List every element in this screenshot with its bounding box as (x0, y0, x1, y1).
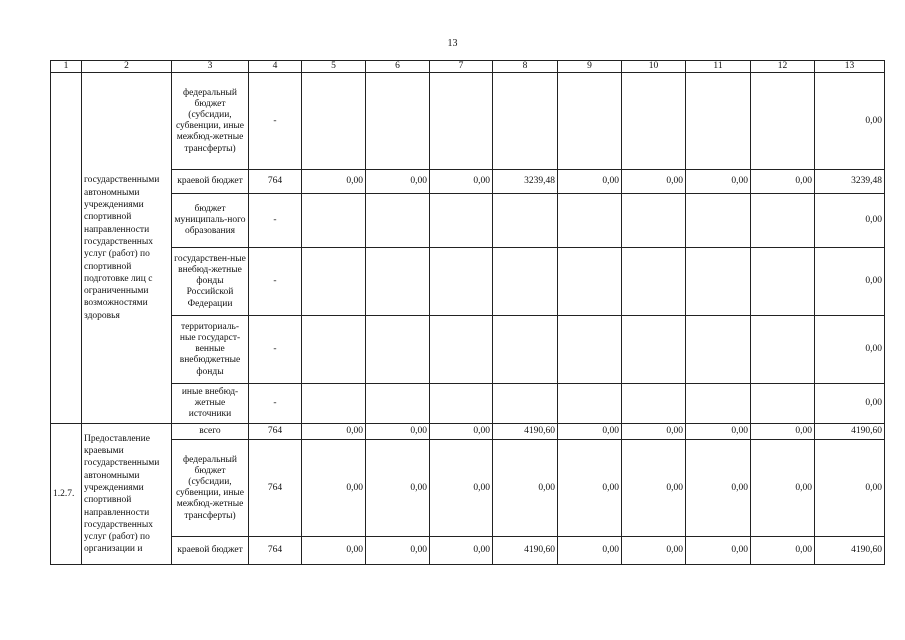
value-cell (302, 316, 366, 384)
value-cell: 0,00 (751, 537, 815, 565)
total-cell: 0,00 (815, 316, 885, 384)
funding-source: федеральный бюджет (субсидии, субвенции, иные межбюд-жетные трансферты) (172, 73, 249, 170)
value-cell (751, 384, 815, 424)
value-cell: 0,00 (366, 440, 430, 537)
value-cell (751, 73, 815, 170)
budget-table (50, 60, 885, 565)
value-cell: 0,00 (558, 170, 622, 194)
value-cell (302, 194, 366, 248)
value-cell (622, 194, 686, 248)
value-cell: 0,00 (558, 440, 622, 537)
header-cell: 9 (558, 61, 622, 73)
total-cell: 4190,60 (815, 424, 885, 440)
value-cell: 0,00 (622, 440, 686, 537)
table-row (51, 424, 885, 440)
value-cell: 0,00 (751, 440, 815, 537)
row-number: 1.2.7. (51, 424, 82, 565)
header-cell: 4 (249, 61, 302, 73)
value-cell (430, 384, 493, 424)
header-cell: 10 (622, 61, 686, 73)
table-row (51, 384, 885, 424)
value-cell (302, 384, 366, 424)
measure-description: государственными автономными учреждениями спортивной направленности государственных услуг (работ) по спортивной подготовке лиц с ограниченными возможностями здоровья (82, 73, 172, 424)
value-cell (430, 248, 493, 316)
value-cell: 0,00 (493, 440, 558, 537)
value-cell (493, 384, 558, 424)
value-cell: 4190,60 (493, 537, 558, 565)
value-cell (430, 194, 493, 248)
table-row (51, 316, 885, 384)
value-cell (751, 316, 815, 384)
funding-source: государствен-ные внебюд-жетные фонды Российской Федерации (172, 248, 249, 316)
value-cell: 3239,48 (493, 170, 558, 194)
value-cell: 0,00 (686, 170, 751, 194)
value-cell: 0,00 (366, 537, 430, 565)
total-cell: 0,00 (815, 440, 885, 537)
header-cell: 5 (302, 61, 366, 73)
value-cell: 4190,60 (493, 424, 558, 440)
table-row (51, 194, 885, 248)
value-cell (751, 248, 815, 316)
value-cell (686, 73, 751, 170)
code-cell: 764 (249, 440, 302, 537)
value-cell (622, 316, 686, 384)
funding-source: федеральный бюджет (субсидии, субвенции, иные межбюд-жетные трансферты) (172, 440, 249, 537)
value-cell (493, 194, 558, 248)
table-row (51, 170, 885, 194)
page-number: 13 (447, 38, 458, 49)
value-cell: 0,00 (430, 537, 493, 565)
value-cell: 0,00 (686, 537, 751, 565)
value-cell (366, 248, 430, 316)
value-cell (493, 248, 558, 316)
value-cell: 0,00 (558, 424, 622, 440)
value-cell: 0,00 (366, 424, 430, 440)
value-cell (430, 73, 493, 170)
value-cell (622, 384, 686, 424)
code-cell: - (249, 384, 302, 424)
value-cell (430, 316, 493, 384)
row-number (51, 73, 82, 424)
value-cell (558, 73, 622, 170)
value-cell (558, 384, 622, 424)
header-cell: 12 (751, 61, 815, 73)
value-cell (366, 73, 430, 170)
total-cell: 4190,60 (815, 537, 885, 565)
value-cell: 0,00 (302, 424, 366, 440)
value-cell (686, 194, 751, 248)
value-cell (366, 316, 430, 384)
value-cell (493, 73, 558, 170)
header-cell: 8 (493, 61, 558, 73)
value-cell: 0,00 (430, 170, 493, 194)
total-cell: 0,00 (815, 384, 885, 424)
value-cell (751, 194, 815, 248)
value-cell: 0,00 (622, 537, 686, 565)
value-cell (558, 248, 622, 316)
header-cell: 2 (82, 61, 172, 73)
header-cell: 6 (366, 61, 430, 73)
value-cell: 0,00 (751, 424, 815, 440)
header-cell: 7 (430, 61, 493, 73)
header-cell: 3 (172, 61, 249, 73)
value-cell (366, 194, 430, 248)
value-cell: 0,00 (302, 537, 366, 565)
value-cell (686, 248, 751, 316)
code-cell: 764 (249, 170, 302, 194)
value-cell: 0,00 (622, 170, 686, 194)
code-cell: 764 (249, 424, 302, 440)
value-cell: 0,00 (558, 537, 622, 565)
header-cell: 1 (51, 61, 82, 73)
header-row (51, 61, 885, 73)
total-cell: 0,00 (815, 248, 885, 316)
value-cell (366, 384, 430, 424)
total-cell: 0,00 (815, 194, 885, 248)
value-cell (302, 248, 366, 316)
total-cell: 3239,48 (815, 170, 885, 194)
funding-source: краевой бюджет (172, 537, 249, 565)
value-cell (622, 248, 686, 316)
code-cell: 764 (249, 537, 302, 565)
value-cell: 0,00 (622, 424, 686, 440)
value-cell (558, 194, 622, 248)
value-cell: 0,00 (302, 170, 366, 194)
header-cell: 13 (815, 61, 885, 73)
funding-source: всего (172, 424, 249, 440)
funding-source: территориаль-ные государст-венные внебюджетные фонды (172, 316, 249, 384)
table-row (51, 73, 885, 170)
code-cell: - (249, 73, 302, 170)
table-row (51, 537, 885, 565)
table-row (51, 248, 885, 316)
total-cell: 0,00 (815, 73, 885, 170)
funding-source: бюджет муниципаль-ного образования (172, 194, 249, 248)
value-cell: 0,00 (751, 170, 815, 194)
funding-source: иные внебюд-жетные источники (172, 384, 249, 424)
value-cell (686, 316, 751, 384)
value-cell (558, 316, 622, 384)
value-cell (622, 73, 686, 170)
value-cell: 0,00 (686, 440, 751, 537)
funding-source: краевой бюджет (172, 170, 249, 194)
value-cell (686, 384, 751, 424)
header-cell: 11 (686, 61, 751, 73)
value-cell: 0,00 (366, 170, 430, 194)
measure-description: Предоставление краевыми государственными автономными учреждениями спортивной направленности государственных услуг (работ) по организации и (82, 424, 172, 565)
code-cell: - (249, 194, 302, 248)
code-cell: - (249, 316, 302, 384)
code-cell: - (249, 248, 302, 316)
value-cell: 0,00 (430, 424, 493, 440)
value-cell: 0,00 (686, 424, 751, 440)
value-cell: 0,00 (302, 440, 366, 537)
value-cell (493, 316, 558, 384)
value-cell: 0,00 (430, 440, 493, 537)
table-row (51, 440, 885, 537)
value-cell (302, 73, 366, 170)
